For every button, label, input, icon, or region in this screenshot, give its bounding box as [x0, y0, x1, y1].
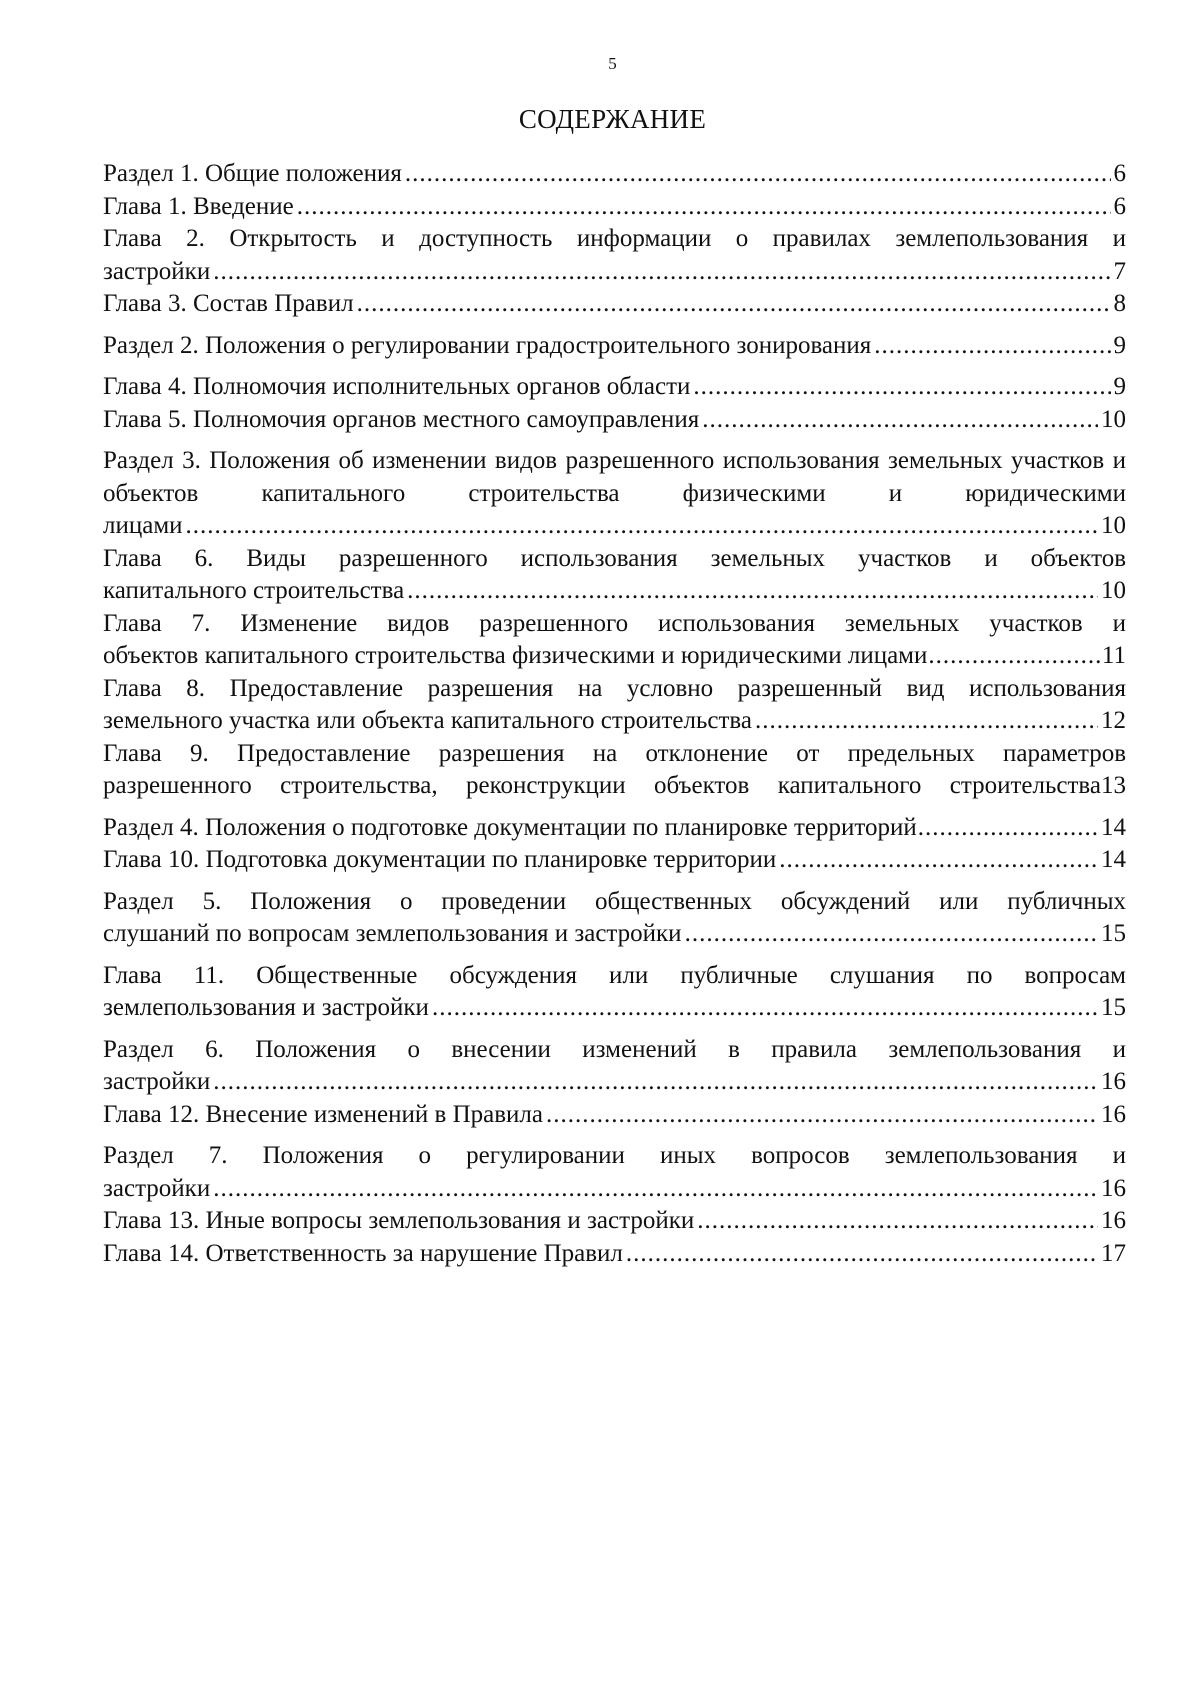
toc-leader-dots — [702, 404, 1098, 437]
toc-entry[interactable] — [103, 191, 1126, 224]
toc-entry-page: 14 — [1101, 813, 1126, 841]
toc-entry-lead: Глава 8. Предоставление разрешения на условно разрешенный вид использования — [103, 674, 1126, 702]
toc-entry-text: Глава 3. Состав Правил — [103, 290, 354, 317]
toc-leader-dots — [626, 1238, 1098, 1271]
toc-entry-page: 16 — [1101, 1207, 1126, 1234]
toc-leader-dots — [685, 918, 1098, 951]
toc-entry-lead: Раздел 6. Положения о внесении изменений в правила землепользования и — [103, 1035, 1126, 1063]
toc-entry-page: 16 — [1101, 1174, 1126, 1202]
toc-leader-dots — [213, 1173, 1098, 1206]
toc-entry-lead: Глава 6. Виды разрешенного использования земельных участков и объектов — [103, 544, 1126, 572]
toc-entry-text: застройки — [103, 257, 211, 285]
toc-entry-lead: Раздел 5. Положения о проведении общественных обсуждений или публичных — [103, 887, 1126, 915]
toc-entry-text: Глава 10. Подготовка документации по планировке территории — [103, 846, 777, 873]
toc-entry[interactable] — [103, 673, 1126, 738]
toc-entry-text: землепользования и застройки — [103, 994, 429, 1021]
toc-entry[interactable] — [103, 844, 1126, 877]
toc-entry-page: 6 — [1113, 192, 1126, 220]
toc-entry-page: 11 — [1101, 642, 1126, 669]
toc-entry[interactable] — [103, 1034, 1126, 1099]
toc-entry-lead: Глава 11. Общественные обсуждения или публичные слушания по вопросам — [103, 961, 1126, 989]
toc-entry-page: 9 — [1113, 373, 1126, 400]
toc-entry[interactable] — [103, 1140, 1126, 1205]
toc-entry[interactable] — [103, 1205, 1126, 1238]
page-number: 5 — [608, 54, 617, 73]
toc-leader-dots — [755, 705, 1098, 738]
toc-entry-page: 8 — [1113, 290, 1126, 317]
toc-entry-page: 10 — [1101, 405, 1126, 433]
toc-entry-lead: Глава 2. Открытость и доступность информации о правилах землепользования и — [103, 225, 1126, 252]
toc-entry[interactable] — [103, 158, 1126, 191]
toc-entry[interactable] — [103, 1099, 1126, 1132]
toc-entry[interactable] — [103, 223, 1126, 288]
toc-entry-text: Раздел 4. Положения о подготовке документации по планировке территорий — [103, 813, 917, 841]
toc-leader-dots — [779, 844, 1098, 877]
toc-entry-text: Глава 12. Внесение изменений в Правила — [103, 1100, 543, 1128]
toc-entry-page: 10 — [1101, 512, 1126, 539]
toc-entry[interactable] — [103, 543, 1126, 608]
toc-leader-dots — [407, 575, 1098, 608]
toc-leader-dots — [546, 1099, 1098, 1132]
toc-leader-dots — [874, 330, 1110, 363]
toc-leader-dots — [297, 191, 1111, 224]
toc-leader-dots — [918, 812, 1100, 845]
toc-entry-page: 15 — [1101, 994, 1126, 1021]
toc-entry[interactable] — [103, 371, 1126, 404]
toc-entry-text: Глава 4. Полномочия исполнительных органов области — [103, 373, 691, 400]
toc-leader-dots — [213, 1066, 1098, 1099]
toc-entry-page: 14 — [1101, 846, 1126, 873]
toc-entry[interactable] — [103, 1238, 1126, 1271]
toc-entry[interactable] — [103, 445, 1126, 543]
toc-entry-text: земельного участка или объекта капитального строительства — [103, 707, 752, 734]
toc-entry[interactable] — [103, 812, 1126, 845]
toc-entry[interactable] — [103, 960, 1126, 1025]
toc-entry-page: 6 — [1113, 160, 1126, 187]
toc-leader-dots — [697, 1205, 1098, 1238]
toc-leader-dots — [405, 158, 1111, 191]
toc-entry-page: 7 — [1113, 257, 1126, 285]
toc-entry-page: 12 — [1101, 707, 1126, 734]
toc-entry-lead: Раздел 7. Положения о регулировании иных вопросов землепользования и — [103, 1142, 1126, 1169]
toc-leader-dots — [928, 640, 1101, 673]
toc-entry-lead: Глава 7. Изменение видов разрешенного использования земельных участков и — [103, 609, 1126, 637]
toc-leader-dots — [357, 288, 1111, 321]
toc-entry-page: 15 — [1101, 920, 1126, 947]
toc-entry-text: Глава 5. Полномочия органов местного самоуправления — [103, 405, 700, 433]
toc-entry-page: 17 — [1101, 1239, 1126, 1267]
toc-entry-text: застройки — [103, 1174, 211, 1202]
toc-entry[interactable] — [103, 608, 1126, 673]
toc-entry-page: 10 — [1101, 577, 1126, 604]
toc-leader-dots — [432, 992, 1098, 1025]
toc-leader-dots — [213, 256, 1110, 289]
toc-leader-dots — [693, 371, 1110, 404]
toc-entry-text: Раздел 1. Общие положения — [103, 160, 402, 187]
toc-entry-text: капитального строительства — [103, 577, 405, 604]
toc-entry-text: объектов капитального строительства физическими и юридическими лицами — [103, 642, 928, 669]
toc-entry-text: Глава 14. Ответственность за нарушение Правил — [103, 1239, 623, 1267]
toc-entry-page: 13 — [1101, 772, 1126, 799]
toc-title: СОДЕРЖАНИЕ — [518, 104, 707, 134]
toc-entry[interactable] — [103, 404, 1126, 437]
toc-entry[interactable] — [103, 288, 1126, 321]
toc-entry-text: Глава 13. Иные вопросы землепользования и застройки — [103, 1207, 695, 1234]
toc-entry-lead: Глава 9. Предоставление разрешения на отклонение от предельных параметров — [103, 739, 1126, 767]
toc-entry-lead: Раздел 3. Положения об изменении видов разрешенного использования земельных участков и объектов капитального строительства физическими и юридическими — [103, 447, 1126, 507]
toc-entry-page: 9 — [1113, 331, 1126, 359]
toc-entry-text: лицами — [103, 512, 183, 539]
toc-entry-text: Глава 1. Введение — [103, 192, 294, 220]
toc-entry[interactable] — [103, 738, 1126, 803]
toc-entry[interactable] — [103, 330, 1126, 363]
toc-entry-page: 16 — [1101, 1100, 1126, 1128]
toc-entry-text: застройки — [103, 1068, 211, 1095]
toc-entry-text: разрешенного строительства, реконструкции объектов капитального строительства — [103, 772, 1101, 799]
toc-entry-text: Раздел 2. Положения о регулировании градостроительного зонирования — [103, 331, 872, 359]
toc-entry[interactable] — [103, 886, 1126, 951]
toc-entry-page: 16 — [1101, 1068, 1126, 1095]
table-of-contents — [103, 158, 1126, 1270]
toc-entry-text: слушаний по вопросам землепользования и застройки — [103, 920, 682, 947]
toc-leader-dots — [186, 510, 1098, 543]
